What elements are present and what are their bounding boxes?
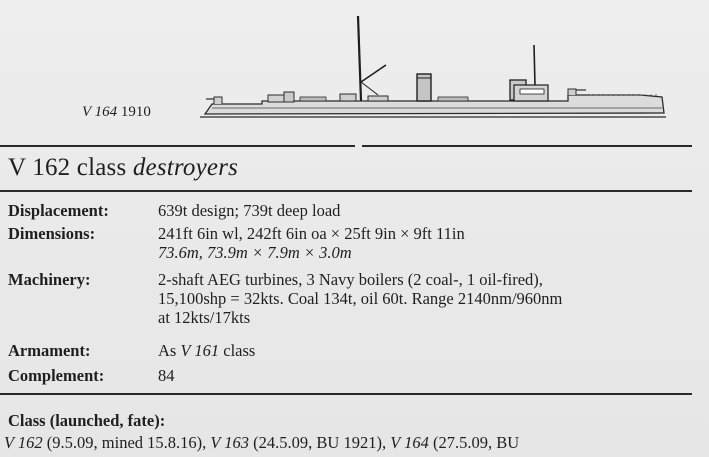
- machinery-line-1: 2-shaft AEG turbines, 3 Navy boilers (2 coal-, 1 oil-fired),: [158, 270, 543, 289]
- fate-ship-name: V 163: [210, 433, 250, 452]
- fates-heading: Class (launched, fate):: [8, 411, 166, 430]
- fore-gun: [568, 89, 576, 95]
- dimensions-imperial: 241ft 6in wl, 242ft 6in oa × 25ft 9in × 9ft 11in: [158, 224, 465, 243]
- rule-under-heading: [0, 190, 692, 192]
- rule-top-left: [0, 145, 355, 147]
- mast-stay: [361, 82, 378, 95]
- armament-prefix: As: [158, 341, 177, 360]
- ships-boat: [438, 97, 468, 101]
- bridge-windows: [520, 89, 544, 94]
- armament-reference: V 161: [180, 341, 220, 360]
- torpedo-tube-mid: [368, 96, 388, 101]
- machinery-label: Machinery:: [8, 270, 91, 289]
- aft-gun: [214, 97, 222, 104]
- machinery-line-3: at 12kts/17kts: [158, 308, 251, 327]
- ship-caption-name: V 164: [82, 104, 118, 120]
- main-mast: [358, 16, 361, 101]
- complement-label: Complement:: [8, 366, 105, 385]
- fates-line: [4, 433, 519, 453]
- fate-ship-detail: (9.5.09, mined 15.8.16),: [46, 433, 207, 452]
- displacement-value: 639t design; 739t deep load: [158, 201, 341, 220]
- rule-top-right: [362, 145, 692, 147]
- class-title-name: V 162 class: [8, 154, 127, 181]
- armament-value: [158, 341, 708, 360]
- ship-profile-section: [0, 0, 709, 140]
- midship-boat: [340, 94, 356, 101]
- armament-label: Armament:: [8, 341, 91, 360]
- fate-ship-detail: (27.5.09, BU: [433, 433, 520, 452]
- machinery-value: [158, 270, 708, 327]
- fate-ship-detail: (24.5.09, BU 1921),: [253, 433, 387, 452]
- dimensions-value: [158, 224, 708, 262]
- mast-derrick: [361, 65, 386, 82]
- ship-caption-year: 1910: [120, 104, 151, 120]
- fate-ship-name: V 164: [390, 433, 429, 452]
- machinery-line-2: 15,100shp = 32kts. Coal 134t, oil 60t. Range 2140nm/960nm: [158, 289, 563, 308]
- armament-suffix: class: [223, 341, 256, 360]
- class-title-type: destroyers: [132, 154, 239, 181]
- displacement-label: Displacement:: [8, 201, 109, 220]
- ship-caption: [82, 104, 151, 121]
- fate-ship-name: V 162: [4, 433, 43, 452]
- rule-above-fates: [0, 393, 692, 395]
- aft-searchlight-platform: [284, 92, 294, 102]
- class-title: [8, 154, 238, 182]
- complement-value: 84: [158, 366, 175, 385]
- dimensions-label: Dimensions:: [8, 224, 96, 243]
- dimensions-metric: 73.6m, 73.9m × 7.9m × 3.0m: [158, 243, 352, 262]
- fore-mast: [534, 45, 535, 85]
- torpedo-tube-aft: [300, 97, 326, 101]
